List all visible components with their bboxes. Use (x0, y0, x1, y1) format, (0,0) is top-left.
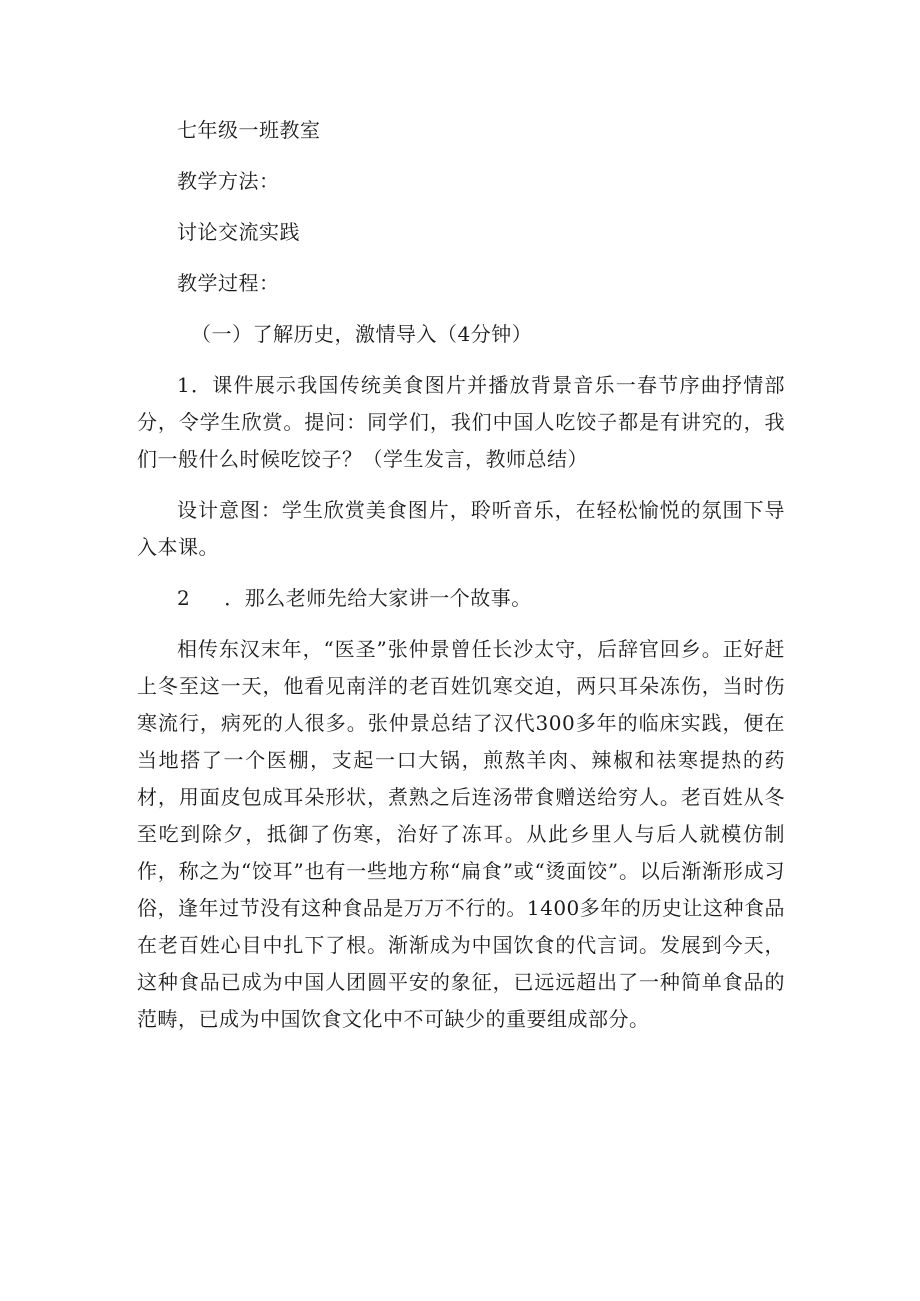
document-body (137, 112, 785, 1052)
location-line: 七年级一班教室 (177, 118, 321, 142)
design-intent-paragraph: 设计意图：学生欣赏美食图片，聆听音乐，在轻松愉悦的氛围下导入本课。 (137, 498, 785, 559)
step-1-paragraph: 1．课件展示我国传统美食图片并播放背景音乐一春节序曲抒情部分，令学生欣赏。提问：同学们，我们中国人吃饺子都是有讲究的，我们一般什么时候吃饺子？（学生发言，教师总结） (137, 373, 785, 471)
section-heading: （一）了解历史，激情导入（4分钟） (191, 322, 533, 346)
teaching-method-text: 讨论交流实践 (177, 220, 300, 244)
teaching-process-heading: 教学过程： (177, 271, 280, 295)
step-2-number: 2 (177, 586, 191, 610)
teaching-method-heading: 教学方法： (177, 169, 280, 193)
step-2-text: ．那么老师先给大家讲一个故事。 (224, 586, 532, 610)
legend-story-paragraph: 相传东汉末年，“医圣”张仲景曾任长沙太守，后辞官回乡。正好赶上冬至这一天，他看见南洋的老百姓饥寒交迫，两只耳朵冻伤，当时伤寒流行，病死的人很多。张仲景总结了汉代300多年的临床实践，便在当地搭了一个医棚，支起一口大锅，煎熬羊肉、辣椒和祛寒提热的药材，用面皮包成耳朵形状，煮熟之后连汤带食赠送给穷人。老百姓从冬至吃到除夕，抵御了伤寒，治好了冻耳。从此乡里人与后人就模仿制作，称之为“饺耳”也有一些地方称“扁食”或“烫面饺”。以后渐渐形成习俗，逢年过节没有这种食品是万万不行的。1400多年的历史让这种食品在老百姓心目中扎下了根。渐渐成为中国饮食的代言词。发展到今天，这种食品已成为中国人团圆平安的象征，已远远超出了一种简单食品的范畴，已成为中国饮食文化中不可缺少的重要组成部分。 (137, 637, 785, 1031)
step-2-paragraph (137, 580, 785, 617)
